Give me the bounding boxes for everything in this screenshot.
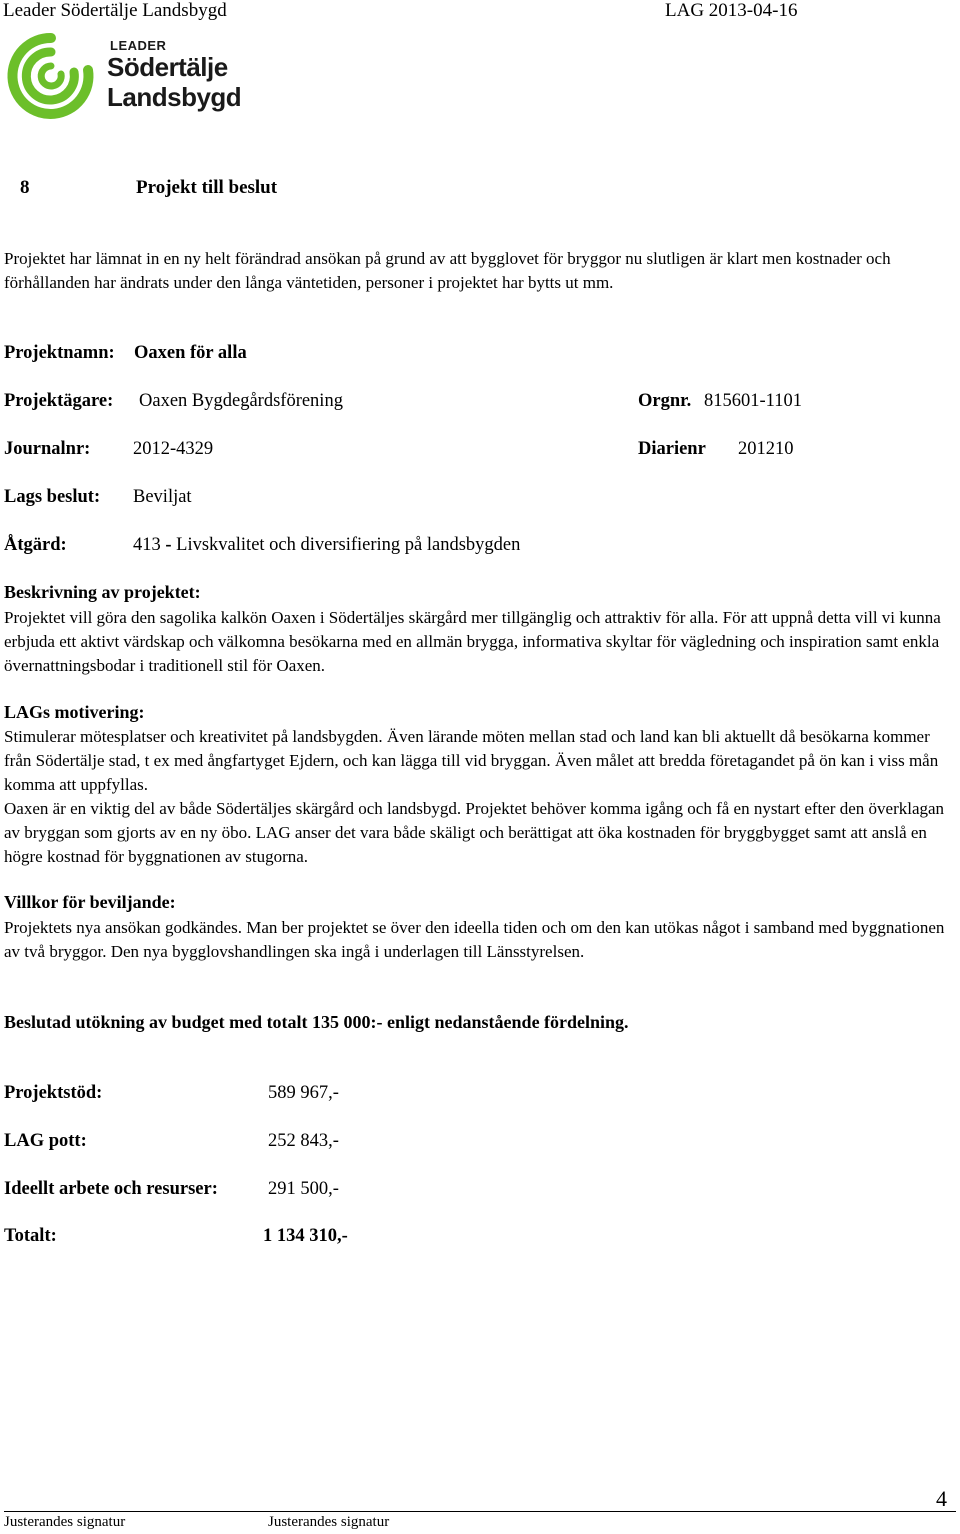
- diarienr-value: 201210: [738, 439, 794, 459]
- atgard-dash: -: [165, 535, 172, 555]
- logo-line-1: LEADER: [110, 38, 167, 53]
- villkor-text: Projektets nya ansökan godkändes. Man ber projektet se över den ideella tiden och om den kan utökas något i samband med byggnationen av två bryggor. Den nya bygglovshandlingen ska ingå i underlagen till Länsstyrelsen.: [4, 918, 945, 961]
- motivering-heading: LAGs motivering:: [4, 702, 145, 722]
- atgard-row: [133, 535, 520, 556]
- budget-row-label: LAG pott:: [4, 1131, 87, 1151]
- logo-line-2: Södertälje: [107, 52, 228, 82]
- journalnr-label: Journalnr:: [4, 439, 91, 459]
- footer-divider: [4, 1511, 956, 1512]
- projektnamn-label: Projektnamn:: [4, 343, 115, 363]
- page-number: 4: [936, 1486, 947, 1511]
- header-org: Leader Södertälje Landsbygd: [3, 0, 227, 21]
- journalnr-value: 2012-4329: [133, 439, 214, 459]
- motivering-text-2: Oaxen är en viktig del av både Södertäljes skärgård och landsbygd. Projektet behöver komma igång och få en nystart efter den överklagan av bryggan som gjorts av en ny öbo. LAG anser det vara både skäligt och berättigat att öka kostnaden för bryggbygget samt att anslå en högre kostnad för byggnationen av stugorna.: [4, 799, 945, 866]
- budget-total-value: 1 134 310,-: [263, 1226, 348, 1246]
- budget-row-value: 589 967,-: [268, 1083, 339, 1103]
- orgnr-label: Orgnr.: [638, 391, 692, 411]
- budget-row-value: 291 500,-: [268, 1179, 339, 1199]
- lags-beslut-label: Lags beslut:: [4, 487, 101, 507]
- budget-summary: Beslutad utökning av budget med totalt 135 000:- enligt nedanstående fördelning.: [4, 1012, 629, 1032]
- footer-signature-1: Justerandes signatur: [4, 1514, 126, 1530]
- logo-swirl-icon: [6, 30, 96, 120]
- logo-line-3: Landsbygd: [107, 82, 242, 112]
- footer-signature-2: Justerandes signatur: [268, 1514, 390, 1530]
- intro-paragraph: Projektet har lämnat in en ny helt förändrad ansökan på grund av att bygglovet för bryggor nu slutligen är klart men kostnader och förhållanden har ändrats under den långa väntetiden, personer i projektet har bytts ut mm.: [4, 249, 891, 292]
- projektnamn-value: Oaxen för alla: [134, 343, 247, 363]
- orgnr-value: 815601-1101: [704, 391, 802, 411]
- projektagare-label: Projektägare:: [4, 391, 114, 411]
- budget-row-label: Ideellt arbete och resurser:: [4, 1179, 218, 1199]
- section-title: Projekt till beslut: [136, 177, 278, 198]
- header-doc-ref: LAG 2013-04-16: [665, 0, 798, 21]
- budget-row-label: Projektstöd:: [4, 1083, 103, 1103]
- section-number: 8: [20, 177, 30, 198]
- diarienr-label: Diarienr: [638, 439, 706, 459]
- atgard-value: Livskvalitet och diversifiering på landsbygden: [176, 535, 521, 555]
- atgard-label: Åtgärd:: [4, 535, 67, 555]
- budget-total-label: Totalt:: [4, 1226, 57, 1246]
- atgard-code: 413: [133, 535, 161, 555]
- lags-beslut-value: Beviljat: [133, 487, 192, 507]
- motivering-text-1: Stimulerar mötesplatser och kreativitet på landsbygden. Även lärande möten mellan stad och land kan bli aktuellt då besökarna kommer från Södertälje stad, t ex med ångfartyget Ejdern, och kan lägga till vid bryggan. Även målet att bredda företagandet på ön kan i viss mån komma att uppfyllas.: [4, 727, 939, 794]
- projektagare-value: Oaxen Bygdegårdsförening: [139, 391, 343, 411]
- leader-logo: [6, 30, 246, 120]
- beskrivning-text: Projektet vill göra den sagolika kalkön Oaxen i Södertäljes skärgård mer tillgänglig och attraktiv för alla. För att uppnå detta vill vi kunna erbjuda ett aktivt värdskap och välkomna besökarna med en allmän brygga, informativa skyltar för vägledning och inspiration samt enkla övernattningsbodar i traditionell stil för Oaxen.: [4, 608, 941, 675]
- villkor-heading: Villkor för beviljande:: [4, 892, 176, 912]
- beskrivning-heading: Beskrivning av projektet:: [4, 582, 201, 602]
- budget-row-value: 252 843,-: [268, 1131, 339, 1151]
